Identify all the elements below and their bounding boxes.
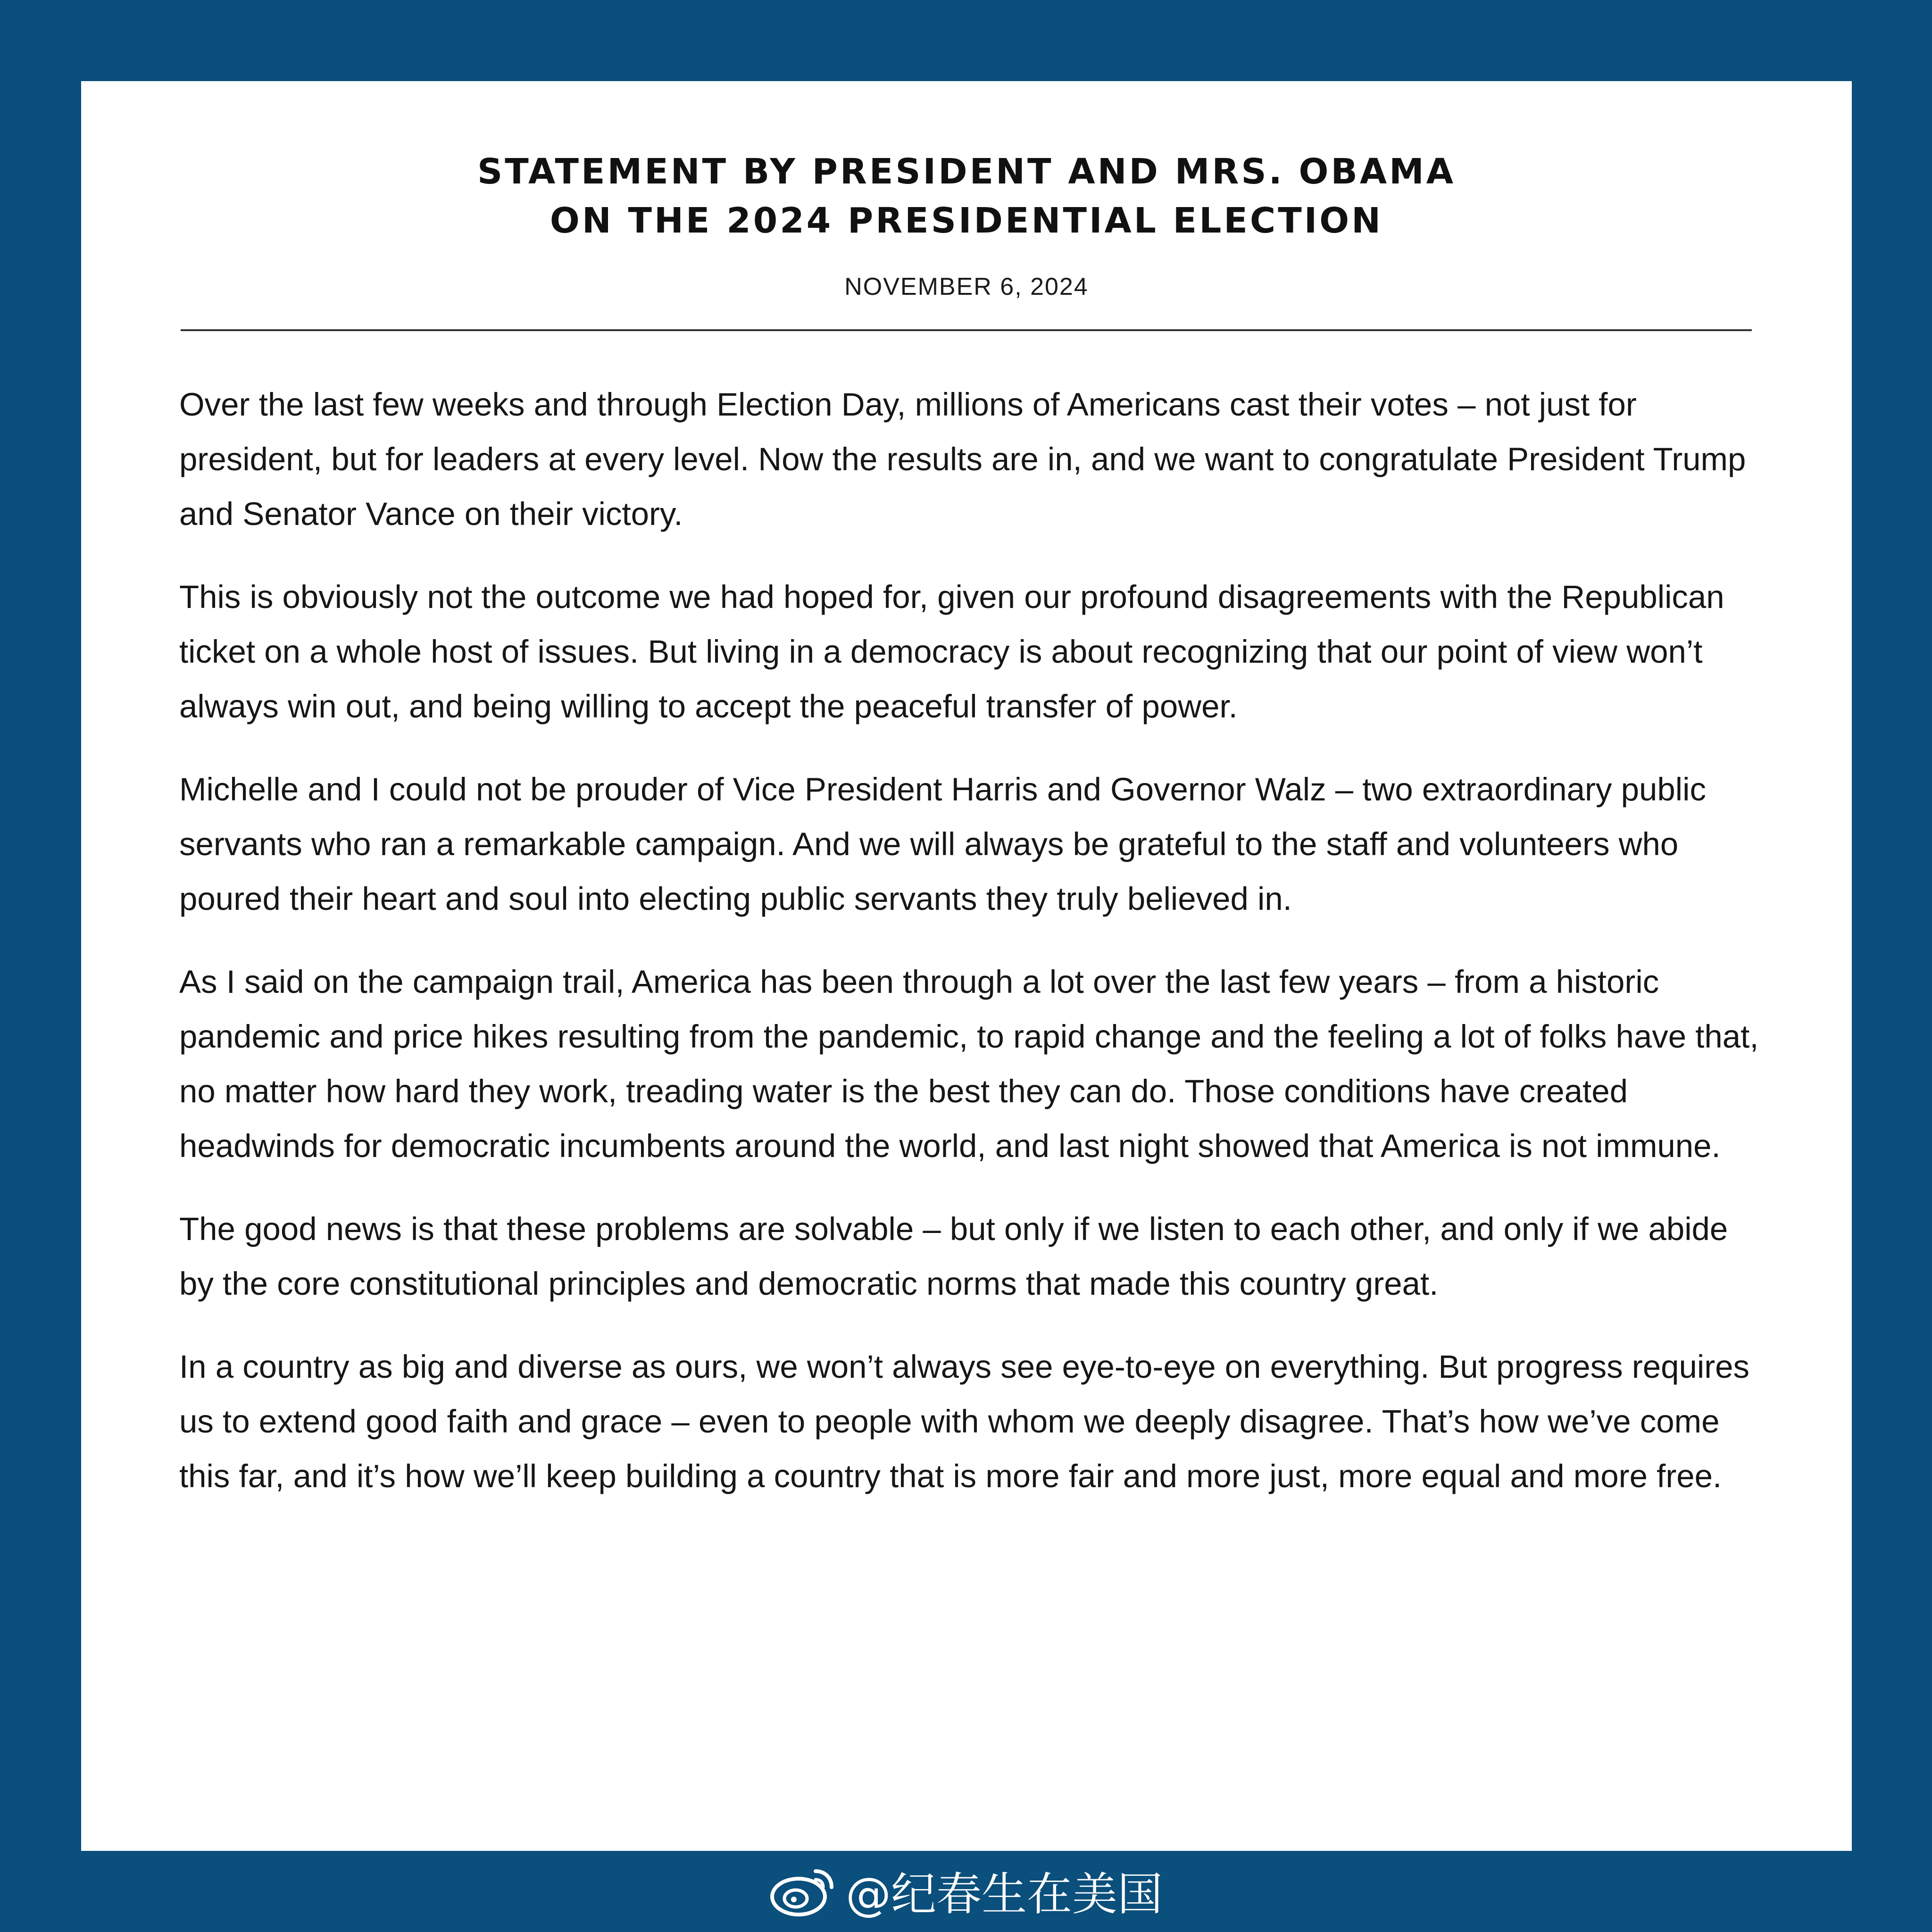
- header-divider: [181, 329, 1752, 331]
- statement-card: [81, 81, 1852, 1851]
- paragraph-1: Over the last few weeks and through Election Day, millions of Americans cast their votes – not just for president, but for leaders at every level. Now the results are in, and we want to congratulate President Trump and Senator Vance on their victory.: [179, 386, 1746, 532]
- weibo-watermark: [0, 1858, 1932, 1923]
- paragraph-2: This is obviously not the outcome we had hoped for, given our profound disagreements with the Republican ticket on a whole host of issues. But living in a democracy is about recognizing that our point of view won’t always win out, and being willing to accept the peaceful transfer of power.: [179, 579, 1724, 724]
- paragraph-5: The good news is that these problems are solvable – but only if we listen to each other, and only if we abide by the core constitutional principles and democratic norms that made this country great.: [179, 1211, 1728, 1302]
- weibo-icon: [769, 1865, 835, 1917]
- paragraph-4: As I said on the campaign trail, America has been through a lot over the last few years – from a historic pandemic and price hikes resulting from the pandemic, to rapid change and the feeling a lot of folks have that, no matter how hard they work, treading water is the best they can do. Those conditions have created headwinds for democratic incumbents around the world, and last night showed that America is not immune.: [179, 964, 1759, 1164]
- paragraph-6: In a country as big and diverse as ours, we won’t always see eye-to-eye on everything. But progress requires us to extend good faith and grace – even to people with whom we deeply disagree. That’s how we’ve come this far, and it’s how we’ll keep building a country that is more fair and more just, more equal and more free.: [179, 1349, 1750, 1494]
- statement-title: [81, 147, 1852, 245]
- statement-body: [179, 377, 1762, 1532]
- watermark-text: @纪春生在美国: [846, 1868, 1163, 1921]
- title-line-1: STATEMENT BY PRESIDENT AND MRS. OBAMA: [477, 151, 1456, 192]
- statement-date: NOVEMBER 6, 2024: [844, 273, 1089, 300]
- paragraph-3: Michelle and I could not be prouder of Vice President Harris and Governor Walz – two extraordinary public servants who ran a remarkable campaign. And we will always be grateful to the staff and volunteers who poured their heart and soul into electing public servants they truly believed in.: [179, 771, 1706, 917]
- title-line-2: ON THE 2024 PRESIDENTIAL ELECTION: [550, 200, 1383, 241]
- statement-header: [81, 147, 1852, 301]
